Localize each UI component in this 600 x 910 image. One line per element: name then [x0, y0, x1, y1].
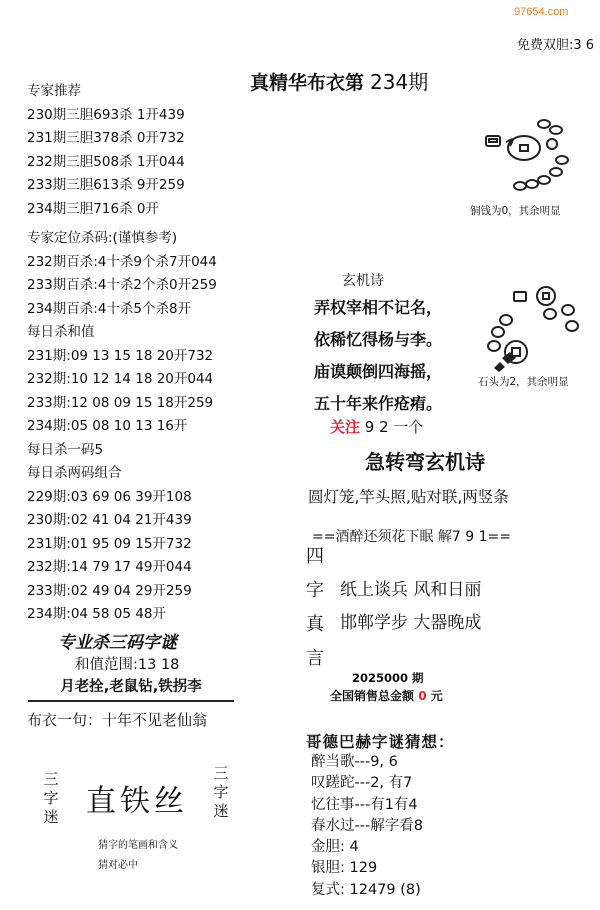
hint-line: 猜字的笔画和含义 [98, 840, 178, 851]
couplet-line: 圆灯笼,竿头照,贴对联,两竖条 [308, 488, 509, 506]
sales-label: 全国销售总金额 [330, 689, 415, 703]
combo-line: 231期:01 95 09 15开732 [27, 535, 192, 552]
site-watermark: 97654.com [514, 6, 569, 18]
left-column [27, 80, 217, 627]
poem-line: 依稀忆得杨与李。 [314, 330, 443, 349]
title-text: 真精华布衣第 [250, 72, 365, 94]
three-char-riddle-left: 三字迷 [43, 770, 59, 826]
follow-value: 9 2 一个 [364, 418, 424, 436]
poem-line: 五十年来作疮痏。 [314, 394, 443, 413]
sum-header: 每日杀和值 [27, 324, 95, 340]
combo-line: 234期:04 58 05 48开 [27, 606, 166, 622]
hint-block [98, 836, 178, 876]
coins-caption: 铜钱为0，其余明显 [470, 205, 561, 217]
follow-line [330, 416, 423, 437]
stone-chain-icon [486, 284, 582, 374]
idioms [340, 574, 481, 640]
idiom-line: 纸上谈兵 风和日丽 [340, 580, 482, 600]
combo-line: 230期:02 41 04 21开439 [27, 512, 192, 528]
buyi-line: 布衣一句：十年不见老仙翁 [27, 711, 208, 729]
expert-line: 234期三胆716杀 0开 [27, 200, 159, 217]
sales-issue: 2025000 期 [352, 671, 424, 685]
sum-range: 和值范围:13 18 [75, 657, 180, 673]
expert-line: 231期三胆378杀 0开732 [27, 130, 185, 146]
guess-line: 复式: 12479 (8) [311, 881, 421, 898]
sum-line: 233期:12 08 09 15 18开259 [27, 394, 214, 411]
big-riddle-word: 直铁丝 [86, 784, 188, 819]
follow-label: 关注 [330, 418, 361, 436]
position-line: 232期百杀:4十杀9个杀7开044 [27, 253, 217, 270]
stone-caption: 石头为2，其余明显 [478, 376, 569, 388]
combo-line: 229期:03 69 06 39开108 [27, 488, 192, 505]
drunk-line: ==酒醉还须花下眠 解7 9 1== [312, 529, 511, 545]
hint-line: 猜对必中 [98, 860, 138, 871]
sales-line [330, 687, 443, 704]
idiom-line: 邯郸学步 大器晚成 [340, 613, 482, 633]
expert-line: 232期三胆508杀 1开044 [27, 153, 185, 170]
side-char: 四 [306, 546, 324, 567]
poem-block [314, 292, 442, 420]
guess-line: 银胆: 129 [311, 860, 378, 877]
guess-line: 醉当歌---9, 6 [311, 754, 398, 770]
coin-chain-icon [484, 112, 584, 202]
poem-header: 玄机诗 [342, 273, 384, 289]
sum-line: 232期:10 12 14 18 20开044 [27, 371, 214, 387]
sales-unit: 元 [430, 689, 443, 703]
sales-amount: 0 [418, 689, 427, 703]
sum-line: 234期:05 08 10 13 16开 [27, 418, 188, 434]
riddle-header: 专业杀三码字谜 [58, 633, 177, 653]
goethe-guesses [311, 752, 423, 901]
guess-line: 忆往事---有1有4 [311, 796, 418, 813]
guess-line: 春水过---解字看8 [311, 817, 423, 834]
guess-line: 金胆: 4 [311, 839, 359, 856]
combo-line: 233期:02 49 04 29开259 [27, 582, 192, 599]
side-char: 字 [306, 580, 324, 601]
page-title [250, 66, 428, 95]
guess-line: 叹蹉跎---2, 有7 [311, 775, 413, 792]
expert-line: 230期三胆693杀 1开439 [27, 106, 185, 123]
combo-line: 232期:14 79 17 49开044 [27, 559, 192, 575]
twist-header: 急转弯玄机诗 [365, 450, 485, 474]
riddle-answers: 月老拴,老鼠钻,铁拐李 [28, 674, 234, 702]
poem-line: 弄权宰相不记名， [314, 298, 443, 317]
position-line: 234期百杀:4十杀5个杀8开 [27, 300, 192, 317]
side-chars [306, 540, 324, 676]
poem-line: 庙谟颠倒四海摇， [314, 362, 443, 381]
kill-one: 每日杀一码5 [27, 441, 104, 458]
side-char: 言 [306, 648, 324, 669]
three-char-riddle-right: 三字迷 [213, 764, 229, 820]
position-header: 专家定位杀码:(谨慎参考) [27, 230, 178, 246]
expert-line: 233期三胆613杀 9开259 [27, 177, 185, 193]
issue-number: 234期 [370, 70, 429, 94]
free-bonus: 免费双胆:3 6 [516, 38, 594, 53]
expert-header: 专家推荐 [27, 83, 81, 99]
position-line: 233期百杀:4十杀2个杀0开259 [27, 277, 217, 293]
sum-line: 231期:09 13 15 18 20开732 [27, 347, 214, 364]
side-char: 真 [306, 614, 324, 635]
combo-header: 每日杀两码组合 [27, 465, 122, 481]
goethe-header: 哥德巴赫字谜猜想： [306, 733, 455, 751]
